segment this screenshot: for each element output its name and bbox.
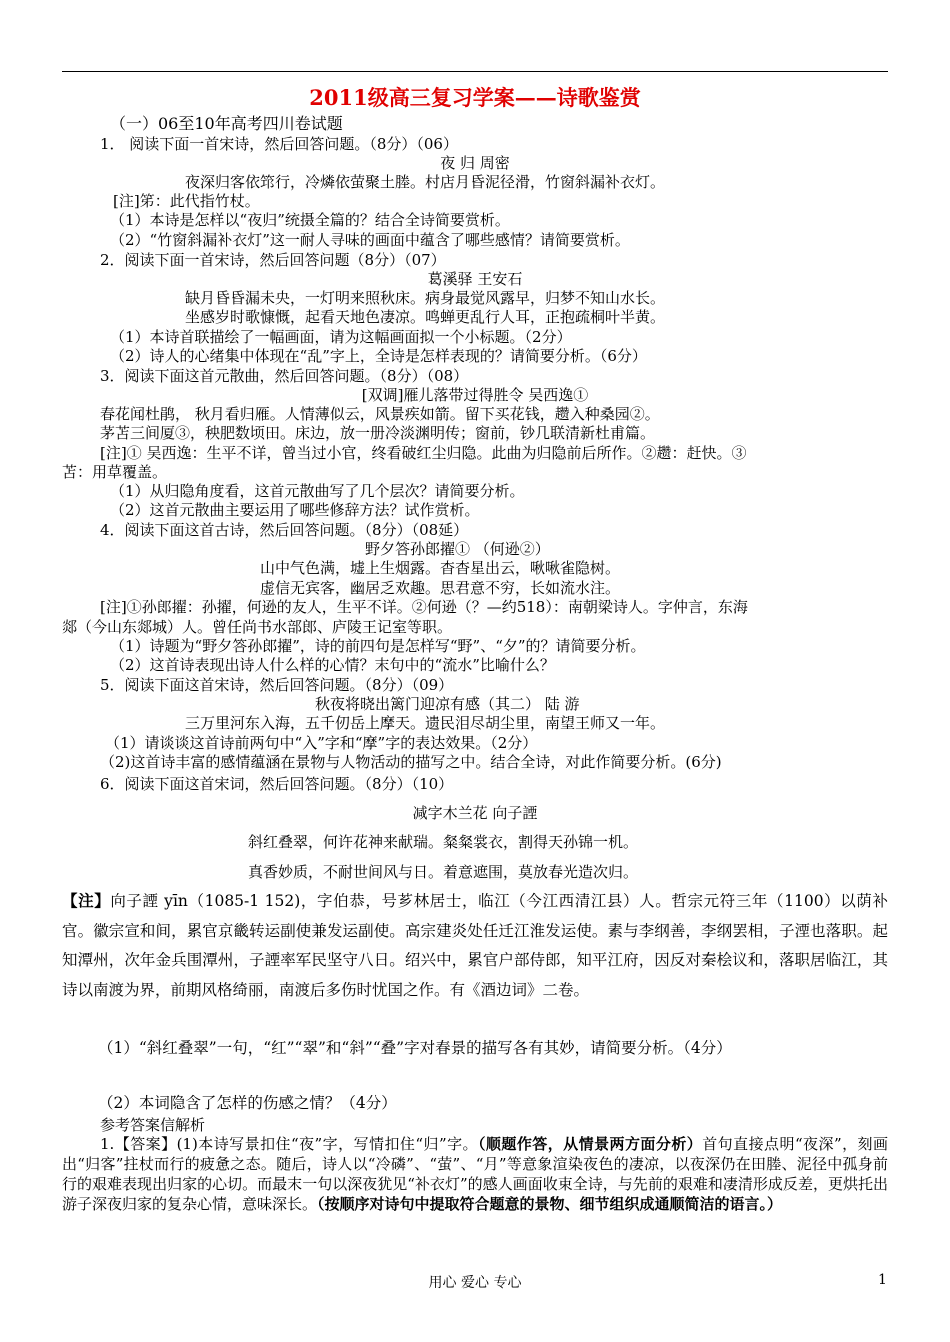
q3-note-line-2: 苫：用草覆盖。: [62, 463, 168, 481]
q2-intro: 2．阅读下面一首宋诗，然后回答问题（8分）（07）: [100, 251, 446, 269]
q5-poem-title: 秋夜将晓出篱门迎凉有感（其二） 陆 游: [315, 695, 580, 713]
q6-poem-title: 减字木兰花 向子諲: [412, 804, 538, 822]
q6-poem-line-2: 真香妙质，不耐世间风与日。着意遮围，莫放春光造次归。: [248, 863, 639, 881]
q6-question-1: （1）“斜红叠翠”一句，“红”“翠”和“斜”“叠”字对春景的描写各有其妙，请简要分析。（4分）: [98, 1039, 732, 1057]
q6-note-text: 向子諲 yīn（1085-1 152)，字伯恭，号芗林居士，临江（今江西清江县）人。哲宗元符三年（1100）以荫补官。徽宗宣和间，累官京畿转运副使兼发运副使。高宗建炎处任迁江淮发运使。素与李纲善，李纲罢相，子湮也落职。起知潭州，次年金兵围潭州，子諲率军民坚守八日。绍兴中，累官户部侍郎，知平江府，因反对秦桧议和，落职居临江，其诗以南渡为界，前期风格绮丽，南渡后多伤时忧国之作。有《酒边词》二卷。: [62, 892, 888, 999]
section-heading: （一）06至10年高考四川卷试题: [110, 114, 343, 133]
q5-question-2: （2)这首诗丰富的感情蕴涵在景物与人物活动的描写之中。结合全诗，对此作简要分析。(6分): [100, 753, 722, 771]
q2-poem-line-1: 缺月昏昏漏未央，一灯明来照秋床。病身最觉风露早，归梦不知山水长。: [185, 289, 666, 307]
q1-question-2: （2）“竹窗斜漏补衣灯”这一耐人寻味的画面中蕴含了哪些感情？请简要赏析。: [110, 231, 630, 249]
q4-note-line-2: 郯（今山东郯城）人。曾任尚书水部郎、庐陵王记室等职。: [62, 618, 453, 636]
q4-intro: 4．阅读下面这首古诗，然后回答问题。（8分）（08延）: [100, 521, 469, 539]
q1-poem: 夜深归客依筇行，冷燐依萤聚土塍。村店月昏泥径滑，竹窗斜漏补衣灯。: [185, 173, 666, 191]
q3-poem-line-1: 春花闻杜鹃， 秋月看归雁。人情薄似云，风景疾如箭。留下买花钱，趱入种桑园②。: [100, 405, 660, 423]
q4-poem-title: 野夕答孙郎擢① （何逊②）: [365, 540, 550, 558]
q3-poem-line-2: 茅苫三间厦③，秧肥数顷田。床边，放一册冷淡渊明传；窗前，钞几联清新杜甫篇。: [100, 424, 656, 442]
q1-note: [注]笫：此代指竹杖。: [113, 192, 260, 210]
q2-poem-line-2: 坐感岁时歌慷慨，起看天地色凄凉。鸣蝉更乱行人耳，正抱疏桐叶半黄。: [185, 308, 666, 326]
footer-motto: 用心 爱心 专心: [428, 1275, 522, 1291]
answer-1-text: (1)本诗写景扣住“夜”字，写情扣住“归”字。: [176, 1135, 478, 1153]
answer-1-method: （按顺序对诗句中提取符合题意的景物、细节组织成通顺简洁的语言。）: [317, 1195, 783, 1213]
answer-1: [62, 1134, 888, 1214]
q1-intro: 1． 阅读下面一首宋诗，然后回答问题。（8分）（06）: [100, 135, 458, 153]
q4-poem-line-1: 山中气色满，墟上生烟露。杳杳星出云，啾啾雀隐树。: [260, 559, 621, 577]
q5-intro: 5．阅读下面这首宋诗，然后回答问题。（8分）（09）: [100, 676, 454, 694]
q3-intro: 3．阅读下面这首元散曲，然后回答问题。（8分）（08）: [100, 367, 469, 385]
q4-note-line-1: [注]①孙郎擢：孙擢，何逊的友人，生平不详。②何逊（？—约518）：南朝梁诗人。字仲言，东海: [100, 598, 748, 616]
page-title: 2011级高三复习学案——诗歌鉴赏: [309, 85, 641, 110]
q2-question-1: （1）本诗首联描绘了一幅画面，请为这幅画面拟一个小标题。（2分）: [110, 328, 572, 346]
q6-note: [62, 886, 888, 1005]
q4-poem-line-2: 虚信无宾客，幽居乏欢趣。思君意不穷，长如流水注。: [260, 579, 621, 597]
q6-intro: 6．阅读下面这首宋词，然后回答问题。（8分）（10）: [100, 775, 454, 793]
q3-note-line-1: [注]① 吴西逸：生平不详，曾当过小官，终看破红尘归隐。此曲为归隐前后所作。②趱：赶快。③: [100, 444, 747, 462]
q3-poem-title: [双调]雁儿落带过得胜令 吴西逸①: [361, 386, 589, 404]
q5-question-1: （1）请谈谈这首诗前两句中“入”字和“摩”字的表达效果。（2分）: [105, 734, 538, 752]
page-number: 1: [878, 1272, 887, 1288]
q4-question-1: （1）诗题为“野夕答孙郎擢”，诗的前四句是怎样写“野”、“夕”的？请简要分析。: [110, 637, 646, 655]
header-rule: [62, 71, 888, 72]
q6-note-label: 【注】: [62, 891, 111, 910]
q3-question-1: （1）从归隐角度看，这首元散曲写了几个层次？请简要分析。: [110, 482, 525, 500]
answer-1-hint: （顺题作答，从情景两方面分析）: [477, 1135, 703, 1153]
answers-heading: 参考答案信解析: [100, 1116, 206, 1134]
q1-poem-title: 夜 归 周密: [440, 154, 510, 172]
q6-poem-line-1: 斜红叠翠，何许花神来献瑞。粲粲裳衣，割得天孙锦一机。: [248, 833, 639, 851]
answer-1-analysis: 首句直接点明“夜深”，刻画出“归客”拄杖而行的疲惫之态。随后，诗人以“冷磷”、“萤”、“月”等意象渲染夜色的凄凉，以夜深仍在田塍、泥径中孤身前行的艰难表现出归家的心切。而最末一句以深夜犹见“补衣灯”的感人画面收束全诗，与先前的艰难和凄清形成反差，更烘托出游子深夜归家的复杂心情，意味深长。: [62, 1135, 888, 1213]
q1-question-1: （1）本诗是怎样以“夜归”统摄全篇的？结合全诗简要赏析。: [110, 211, 510, 229]
answer-1-label: 1.【答案】: [100, 1135, 177, 1153]
q5-poem: 三万里河东入海，五千仞岳上摩天。遗民泪尽胡尘里，南望王师又一年。: [185, 714, 666, 732]
q2-poem-title: 葛溪驿 王安石: [427, 270, 523, 288]
q6-question-2: （2）本词隐含了怎样的伤感之情？（4分）: [98, 1094, 397, 1112]
q2-question-2: （2）诗人的心绪集中体现在“乱”字上，全诗是怎样表现的？请简要分析。（6分）: [110, 347, 647, 365]
q4-question-2: （2）这首诗表现出诗人什么样的心情？末句中的“流水”比喻什么？: [110, 656, 555, 674]
q3-question-2: （2）这首元散曲主要运用了哪些修辞方法？试作赏析。: [110, 501, 480, 519]
